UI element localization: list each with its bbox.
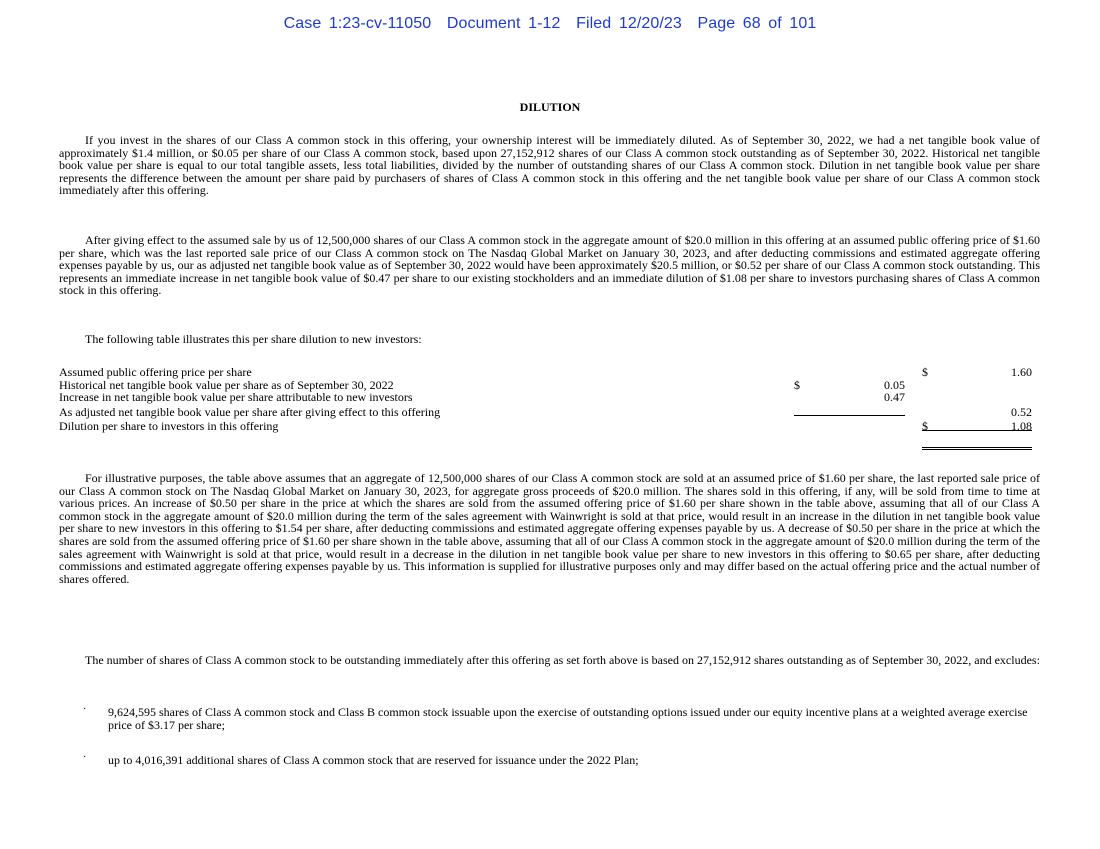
list-item-text: up to 4,016,391 additional shares of Class A common stock that are reserved for issuance under the 2022 Plan; [108,753,639,767]
total-double-underline [922,447,1032,450]
table-row [59,420,1034,433]
court-filing-header [0,15,1100,33]
table-row [59,366,1034,379]
case-number: Case 1:23-cv-11050 [283,15,432,32]
row-label: Dilution per share to investors in this offering [59,419,279,434]
total-value: 1.60 [1011,365,1032,379]
section-title: DILUTION [519,100,581,114]
row-label: Increase in net tangible book value per share attributable to new investors [59,390,413,405]
component-value: 0.05 [884,377,905,392]
bullet-icon: · [83,704,87,715]
paragraph-as-adjusted: After giving effect to the assumed sale by us of 12,500,000 shares of our Class A common stock in the aggregate amount of $20.0 million in this offering at an assumed public offering price of $1.60 per share, which was the last reported sale price of our Class A common stock on The Nasdaq Global Market on January 30, 2023, and after deducting commissions and estimated aggregate offering expenses payable by us, our as adjusted net tangible book value as of September 30, 2022 would have been approximately $20.5 million, or $0.52 per share of our Class A common stock outstanding. This represents an immediate increase in net tangible book value of $0.47 per share to our existing stockholders and an immediate dilution of $1.08 per share to investors purchasing shares of Class A common stock in this offering. [59,233,1040,298]
row-label: As adjusted net tangible book value per share after giving effect to this offering [59,404,441,419]
row-label: Assumed public offering price per share [59,365,252,379]
total-value: 0.52 [1011,404,1032,419]
table-row [59,391,1034,404]
filed-date: Filed 12/20/23 [576,15,682,32]
bullet-icon: · [83,752,87,763]
document-number: Document 1-12 [446,15,561,32]
paragraph-table-intro: The following table illustrates this per share dilution to new investors: [85,332,422,346]
paragraph-illustrative: For illustrative purposes, the table above assumes that an aggregate of 12,500,000 shares of our Class A common stock are sold at an assumed price of $1.60 per share, the last reported sale price of our Class A common stock on The Nasdaq Global Market on January 30, 2023, for aggregate gross proceeds of $20.0 million. The shares sold in this offering, if any, will be sold from time to time at various prices. An increase of $0.50 per share in the price at which the shares are sold from the assumed offering price of $1.60 per share shown in the table above, assuming that all of our Class A common stock in the aggregate amount of $20.0 million during the term of the sales agreement with Wainwright is sold at that price, would result in an increase in the dilution in net tangible book value per share to new investors in this offering to $1.54 per share, after deducting commissions and estimated aggregate offering expenses payable by us. A decrease of $0.50 per share in the price at which the shares are sold from the assumed offering price of $1.60 per share shown in the table above, assuming that all of our Class A common stock in the aggregate amount of $20.0 million during the term of the sales agreement with Wainwright is sold at that price, would result in a decrease in the dilution in net tangible book value per share to new investors in this offering to $0.65 per share, after deducting commissions and estimated aggregate offering expenses payable by us. This information is supplied for illustrative purposes only and may differ based on the actual offering price and the actual number of shares offered. [59,471,1040,586]
list-item-text: 9,624,595 shares of Class A common stock and Class B common stock issuable upon the exercise of outstanding options issued under our equity incentive plans at a weighted average exercise price of $3.17 per share; [108,705,1028,732]
component-value: 0.47 [884,390,905,405]
dollar-sign: $ [794,377,800,392]
row-label: Historical net tangible book value per share as of September 30, 2022 [59,377,394,392]
table-row [59,406,1034,419]
paragraph-intro: If you invest in the shares of our Class A common stock in this offering, your ownership interest will be immediately diluted. As of September 30, 2022, we had a net tangible book value of approximately $1.4 million, or $0.05 per share of our Class A common stock, based upon 27,152,912 shares of our Class A common stock outstanding as of September 30, 2022. Historical net tangible book value per share is equal to our total tangible assets, less total liabilities, divided by the number of outstanding shares of our Class A common stock. Dilution in net tangible book value per share represents the difference between the amount per share paid by purchasers of shares of Class A common stock in this offering and the net tangible book value per share of our Class A common stock immediately after this offering. [59,133,1040,198]
dollar-sign: $ [922,419,928,434]
paragraph-exclusions: The number of shares of Class A common stock to be outstanding immediately after this offering as set forth above is based on 27,152,912 shares outstanding as of September 30, 2022, and excludes: [85,653,1040,667]
page-number: Page 68 of 101 [697,15,817,32]
total-value: 1.08 [1011,419,1032,434]
dollar-sign: $ [922,365,928,379]
dilution-table [59,366,1034,433]
